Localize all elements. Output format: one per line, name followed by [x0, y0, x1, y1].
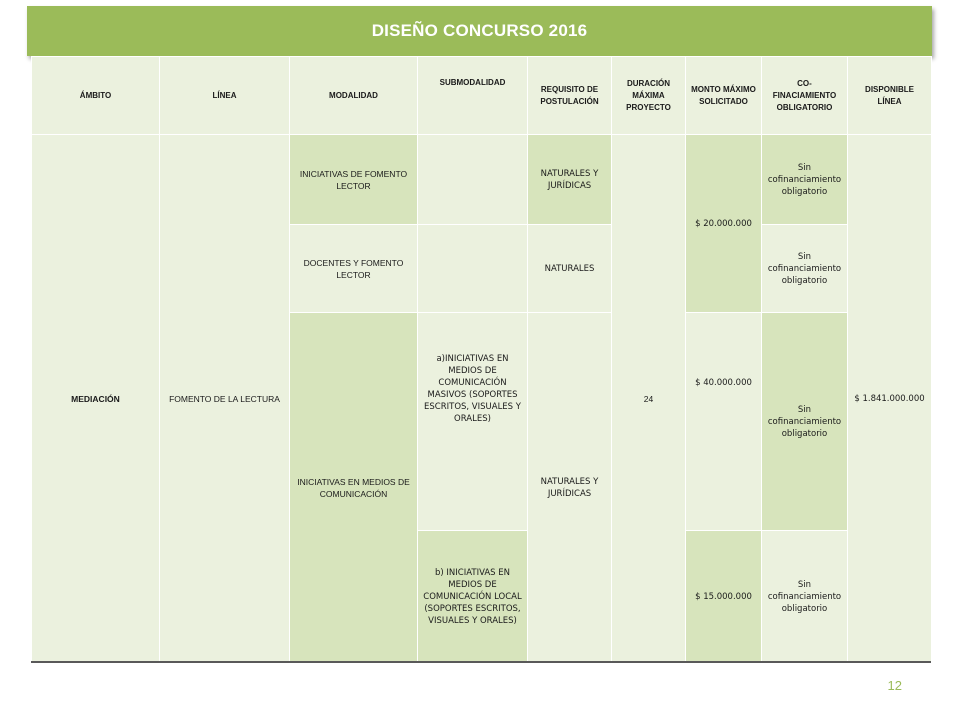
header-requisito: REQUISITO DE POSTULACIÓN	[528, 57, 612, 135]
header-duracion: DURACIÓN MÁXIMA PROYECTO	[612, 57, 686, 135]
table-row	[32, 135, 932, 225]
cell-cofinanciamiento: Sin cofinanciamiento obligatorio	[762, 313, 848, 531]
cell-cofinanciamiento: Sin cofinanciamiento obligatorio	[762, 531, 848, 664]
header-monto: MONTO MÁXIMO SOLICITADO	[686, 57, 762, 135]
cell-requisito: NATURALES	[528, 225, 612, 313]
cell-requisito: NATURALES Y JURÍDICAS	[528, 313, 612, 664]
cell-submodalidad: b) INICIATIVAS EN MEDIOS DE COMUNICACIÓN LOCAL (SOPORTES ESCRITOS, VISUALES Y ORALES)	[418, 531, 528, 664]
cell-monto: $ 15.000.000	[686, 531, 762, 664]
header-cofinanciamiento: CO-FINACIAMIENTO OBLIGATORIO	[762, 57, 848, 135]
table-bottom-rule	[31, 661, 931, 663]
cell-ambito: MEDIACIÓN	[32, 135, 160, 664]
header-submodalidad: SUBMODALIDAD	[418, 57, 528, 135]
cell-cofinanciamiento: Sin cofinanciamiento obligatorio	[762, 225, 848, 313]
cell-monto: $ 40.000.000	[686, 313, 762, 531]
page-number: 12	[887, 678, 902, 693]
header-row	[32, 57, 932, 135]
cell-cofinanciamiento: Sin cofinanciamiento obligatorio	[762, 135, 848, 225]
header-disponible: DISPONIBLE LÍNEA	[848, 57, 932, 135]
cell-linea: FOMENTO DE LA LECTURA	[160, 135, 290, 664]
cell-disponible: $ 1.841.000.000	[848, 135, 932, 664]
title-banner	[27, 6, 932, 56]
cell-modalidad: INICIATIVAS EN MEDIOS DE COMUNICACIÓN	[290, 313, 418, 664]
contest-design-table	[31, 56, 932, 664]
cell-duracion: 24	[612, 135, 686, 664]
header-linea: LÍNEA	[160, 57, 290, 135]
page-title: DISEÑO CONCURSO 2016	[371, 21, 588, 40]
cell-submodalidad	[418, 225, 528, 313]
header-modalidad: MODALIDAD	[290, 57, 418, 135]
cell-monto: $ 20.000.000	[686, 135, 762, 313]
cell-modalidad: DOCENTES Y FOMENTO LECTOR	[290, 225, 418, 313]
header-ambito: ÁMBITO	[32, 57, 160, 135]
cell-requisito: NATURALES Y JURÍDICAS	[528, 135, 612, 225]
cell-submodalidad	[418, 135, 528, 225]
cell-submodalidad: a)INICIATIVAS EN MEDIOS DE COMUNICACIÓN MASIVOS (SOPORTES ESCRITOS, VISUALES Y ORALES)	[418, 313, 528, 531]
cell-modalidad: INICIATIVAS DE FOMENTO LECTOR	[290, 135, 418, 225]
